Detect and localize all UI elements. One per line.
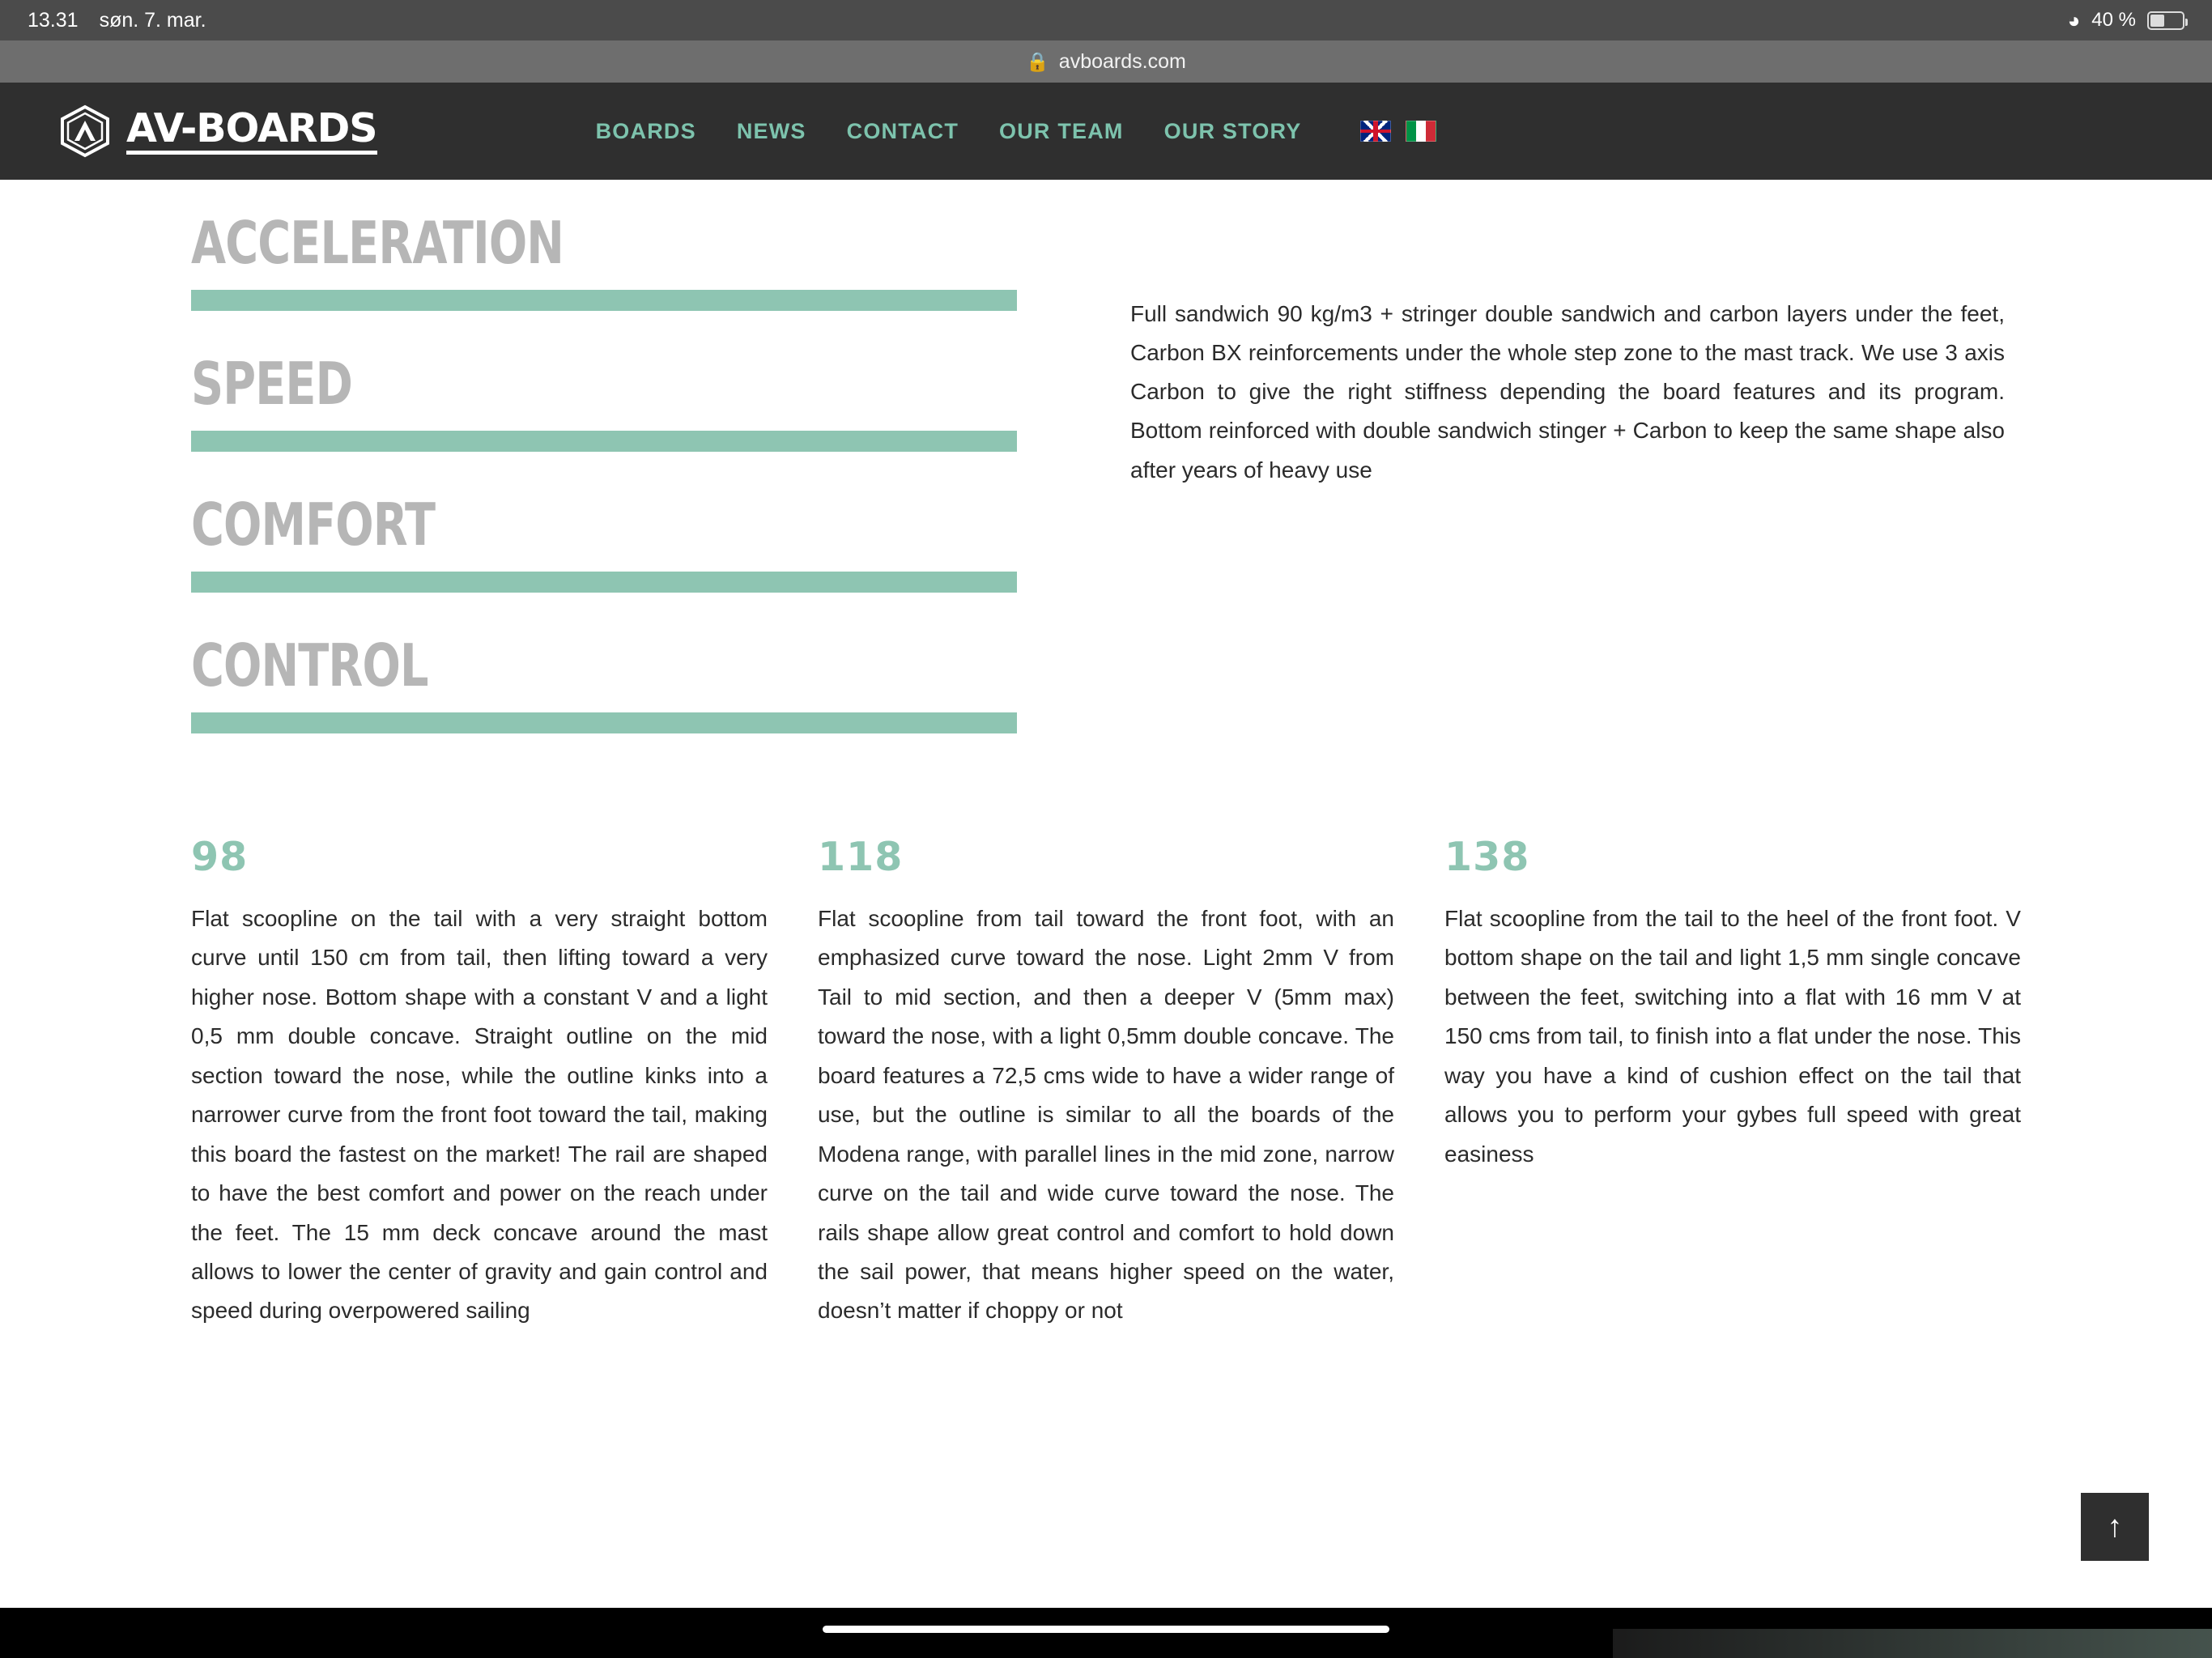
metric-label: COMFORT bbox=[191, 491, 436, 559]
metric-speed bbox=[191, 350, 1017, 452]
board-card-98 bbox=[191, 834, 768, 1331]
main-navigation bbox=[576, 111, 1437, 152]
av-boards-logo-icon bbox=[58, 104, 112, 158]
logo-text: AV-BOARDS bbox=[126, 108, 377, 155]
metric-bar-fill bbox=[191, 290, 1017, 311]
board-card-text: Flat scoopline from the tail to the heel of the front foot. V bottom shape on the tail and light 1,5 mm single concave between the feet, switching into a flat with 16 mm V at 150 cms from tail, to finish into a flat under the nose. This way you have a kind of cushion effect on the tail that allows you to perform your gybes full speed with great easiness bbox=[1444, 906, 2021, 1167]
nav-item-boards[interactable]: BOARDS bbox=[595, 118, 696, 143]
metric-bar-track bbox=[191, 712, 1017, 733]
metric-bar-fill bbox=[191, 572, 1017, 593]
nav-item-our-team[interactable]: OUR TEAM bbox=[999, 118, 1124, 143]
metric-control bbox=[191, 631, 1017, 733]
status-bar-right bbox=[2068, 9, 2184, 32]
battery-percent-label: 40 % bbox=[2091, 9, 2136, 31]
site-header bbox=[0, 83, 2212, 180]
board-card-text: Flat scoopline on the tail with a very straight bottom curve until 150 cm from tail, then lifting toward a very higher nose. Bottom shape with a constant V and a light 0,5 mm double concave. Straight outline on the mid section toward the nose, while the outline kinks into a narrower curve from the front foot toward the tail, making this board the fastest on the market! The rail are shaped to have the best comfort and power on the reach under the feet. The 15 mm deck concave around the mast allows to lower the center of gravity and gain control and speed during overpowered sailing bbox=[191, 906, 768, 1324]
battery-icon bbox=[2147, 11, 2184, 30]
board-card-138 bbox=[1444, 834, 2021, 1331]
metric-bar-track bbox=[191, 431, 1017, 452]
metric-label: CONTROL bbox=[191, 631, 428, 699]
metric-acceleration bbox=[191, 209, 1017, 311]
lock-icon: 🔒 bbox=[1026, 50, 1049, 72]
status-bar-left bbox=[28, 9, 206, 32]
nav-item-contact[interactable]: CONTACT bbox=[846, 118, 959, 143]
nav-item-our-story[interactable]: OUR STORY bbox=[1163, 118, 1302, 143]
metric-bar-fill bbox=[191, 431, 1017, 452]
ios-status-bar bbox=[0, 0, 2212, 40]
metric-bar-track bbox=[191, 572, 1017, 593]
metric-bar-fill bbox=[191, 712, 1017, 733]
url-text: avboards.com bbox=[1058, 49, 1186, 73]
metric-label: ACCELERATION bbox=[191, 209, 564, 277]
board-card-text: Flat scoopline from tail toward the front foot, with an emphasized curve toward the nose. Light 2mm V from Tail to mid section, and then a deeper V (5mm max) toward the nose, with a light 0,5mm double concave. The board features a 72,5 cms wide to have a wider range of use, but the outline is similar to all the boards of the Modena range, with parallel lines in the mid zone, narrow curve on the tail and wide curve toward the nose. The rails shape allow great control and comfort to hold down the sail power, that means higher speed on the water, doesn’t matter if choppy or not bbox=[818, 906, 1394, 1324]
board-cards bbox=[191, 834, 2021, 1331]
status-date: søn. 7. mar. bbox=[99, 8, 206, 32]
flag-it-icon[interactable] bbox=[1406, 121, 1436, 142]
wifi-icon: ◕ bbox=[2067, 8, 2081, 32]
top-section bbox=[191, 180, 2021, 777]
browser-url-bar[interactable] bbox=[0, 40, 2212, 83]
board-card-118 bbox=[818, 834, 1394, 1331]
screen-edge-glow bbox=[1613, 1629, 2212, 1658]
metric-bar-track bbox=[191, 290, 1017, 311]
flag-uk-icon[interactable] bbox=[1360, 121, 1391, 142]
board-card-title: 98 bbox=[191, 834, 249, 880]
nav-item-news[interactable]: NEWS bbox=[736, 118, 806, 143]
status-time: 13.31 bbox=[28, 8, 79, 32]
home-indicator-area bbox=[0, 1608, 2212, 1658]
home-indicator[interactable] bbox=[823, 1626, 1389, 1633]
intro-paragraph: Full sandwich 90 kg/m3 + stringer double sandwich and carbon layers under the feet, Carbon BX reinforcements under the whole step zone to the mast track. We use 3 axis Carbon to give the right stiffness depending the board features and its program. Bottom reinforced with double sandwich stinger + Carbon to keep the same shape also after years of heavy use bbox=[1130, 301, 2005, 483]
site-logo[interactable] bbox=[58, 104, 377, 158]
board-card-title: 138 bbox=[1444, 834, 1530, 880]
scroll-to-top-button[interactable] bbox=[2081, 1493, 2149, 1561]
page-content bbox=[0, 180, 2212, 1608]
metric-comfort bbox=[191, 491, 1017, 593]
board-card-title: 118 bbox=[818, 834, 904, 880]
arrow-up-icon: ↑ bbox=[2107, 1509, 2123, 1544]
metric-label: SPEED bbox=[191, 350, 353, 418]
language-switcher bbox=[1360, 121, 1436, 142]
intro-column bbox=[1130, 214, 2005, 777]
metrics-list bbox=[191, 209, 1017, 777]
